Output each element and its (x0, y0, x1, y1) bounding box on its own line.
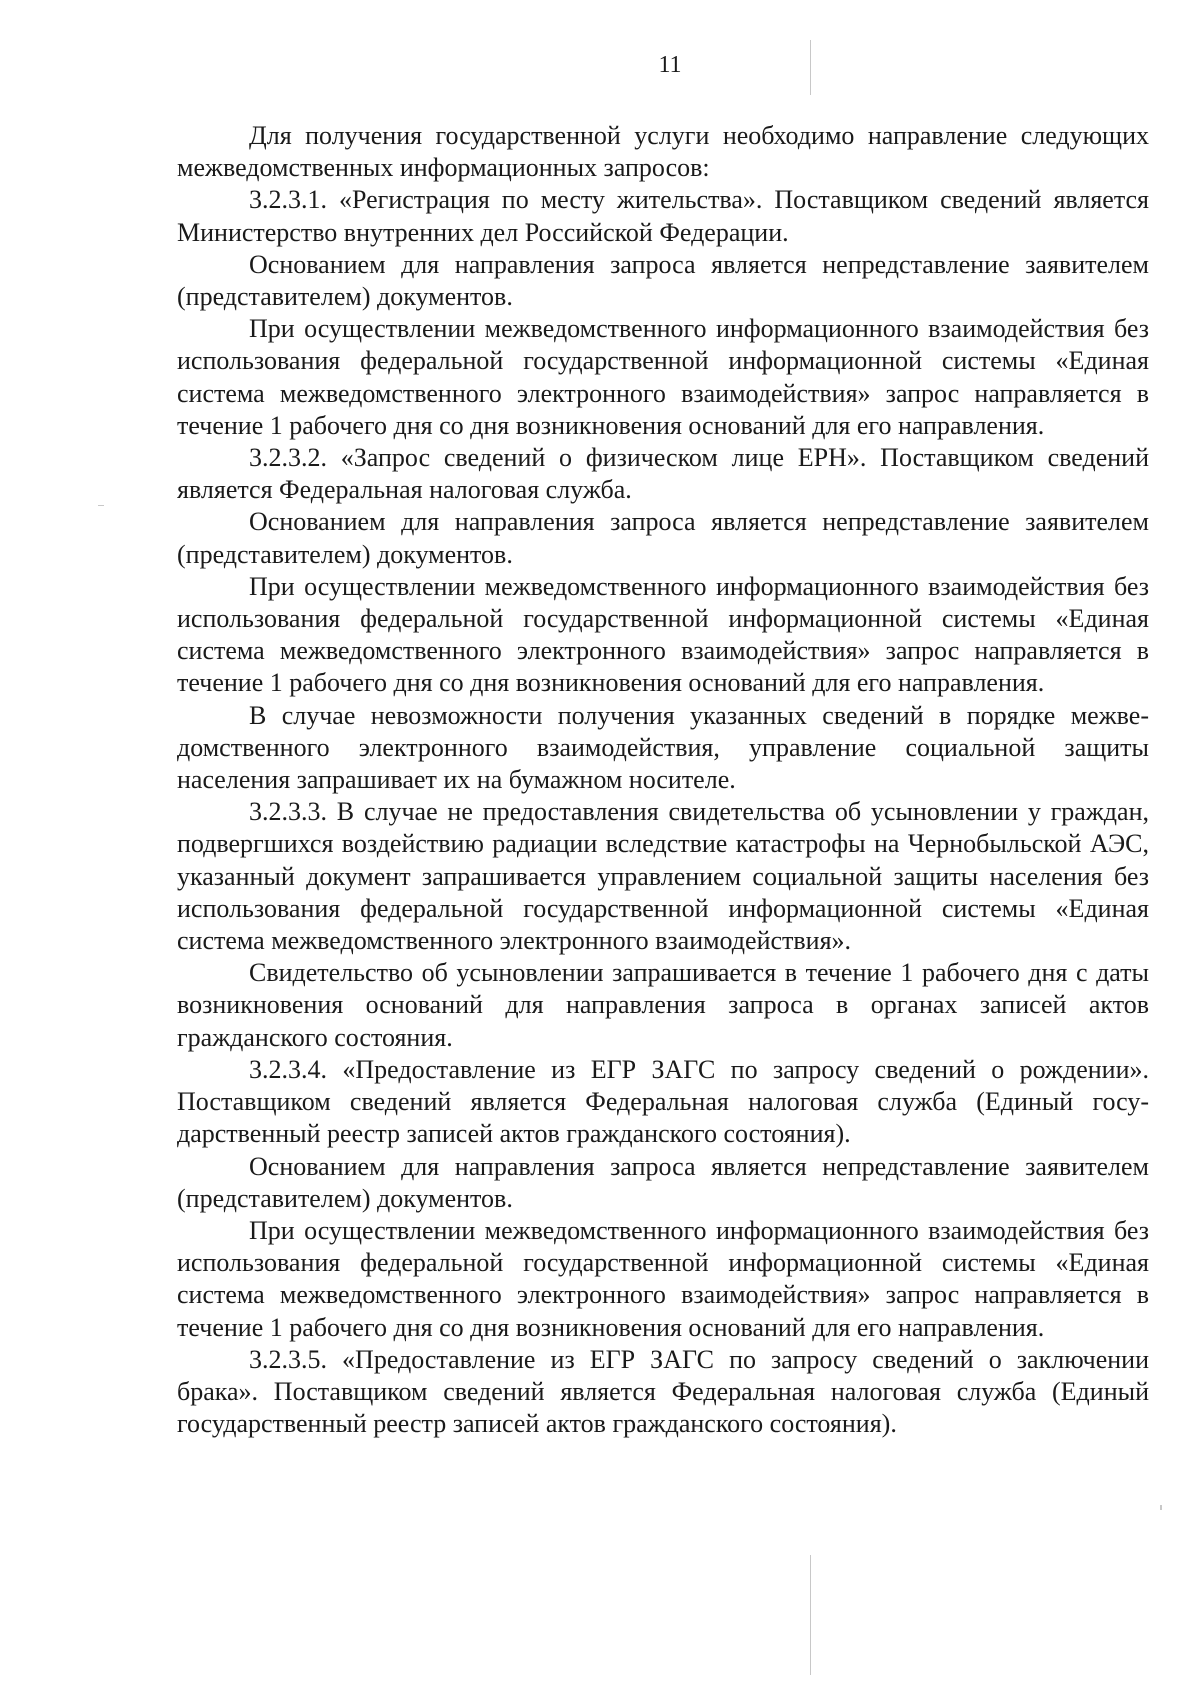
page-number: 11 (658, 52, 682, 78)
paragraph-timing: При осуществлении межведомственного информационного взаимодействия без использования федеральной государственной информационной системы «Единая система межведомственного электронного взаимодействия» запрос направляется в течение 1 рабочего дня со дня возникновения оснований для его направления. (177, 1215, 1149, 1342)
paragraph-3-2-3-2: 3.2.3.2. «Запрос сведений о физическом лице ЕРН». Поставщиком сведений является Федеральная налоговая служба. (177, 443, 1149, 505)
paragraph-3-2-3-5: 3.2.3.5. «Предоставление из ЕГР ЗАГС по запросу сведений о заключении брака». Поставщиком сведений является Федеральная налоговая служба (Единый государственный реестр записей актов гражданского состояния). (177, 1344, 1149, 1439)
paragraph-adoption-certificate: Свидетельство об усыновлении запрашивается в течение 1 рабочего дня с даты возникновения оснований для направления запроса в органах записей актов гражданского состояния. (177, 958, 1149, 1052)
paragraph-3-2-3-3: 3.2.3.3. В случае не предоставления свидетельства об усыновлении у граждан, подвергшихся воздействию радиации вследствие катастрофы на Чернобыльской АЭС, указанный документ запрашивается управлением социальной защиты населения без использования федеральной государственной информационной системы «Единая система межведомственного электронного взаимодействия». (177, 797, 1149, 956)
paragraph-paper-request: В случае невозможности получения указанных сведений в порядке межведомственного электронного взаимодействия, управление социальной защиты населения запрашивает их на бумажном носителе. (177, 700, 1149, 795)
paragraph-basis: Основанием для направления запроса является непредставление заявителем (представителем) документов. (177, 507, 1149, 569)
scan-artifact (98, 505, 104, 506)
document-body (177, 120, 1149, 1440)
scan-artifact (1160, 1505, 1162, 1510)
scan-artifact (810, 40, 811, 95)
paragraph-basis: Основанием для направления запроса является непредставление заявителем (представителем) документов. (177, 249, 1149, 312)
paragraph-basis: Основанием для направления запроса является непредставление заявителем (представителем) документов. (177, 1151, 1149, 1213)
scan-artifact (810, 1555, 811, 1675)
paragraph-timing: При осуществлении межведомственного информационного взаимодействия без использования федеральной государственной информационной системы «Единая система межведомственного электронного взаимодействия» запрос направляется в течение 1 рабочего дня со дня возникновения оснований для его направления. (177, 571, 1149, 698)
paragraph-intro: Для получения государственной услуги необходимо направление следующих межведомственных информационных запросов: (177, 121, 1149, 183)
paragraph-3-2-3-1: 3.2.3.1. «Регистрация по месту жительства». Поставщиком сведений является Министерство внутренних дел Российской Федерации. (177, 185, 1149, 247)
paragraph-timing: При осуществлении межведомственного информационного взаимодействия без использования федеральной государственной информационной системы «Единая система межведомственного электронного взаимодействия» запрос направляется в течение 1 рабочего дня со дня возникновения оснований для его направления. (177, 314, 1149, 440)
paragraph-3-2-3-4: 3.2.3.4. «Предоставление из ЕГР ЗАГС по запросу сведений о рождении». Поставщиком сведений является Федеральная налоговая служба (Единый государственный реестр записей актов гражданского состояния). (177, 1054, 1149, 1149)
